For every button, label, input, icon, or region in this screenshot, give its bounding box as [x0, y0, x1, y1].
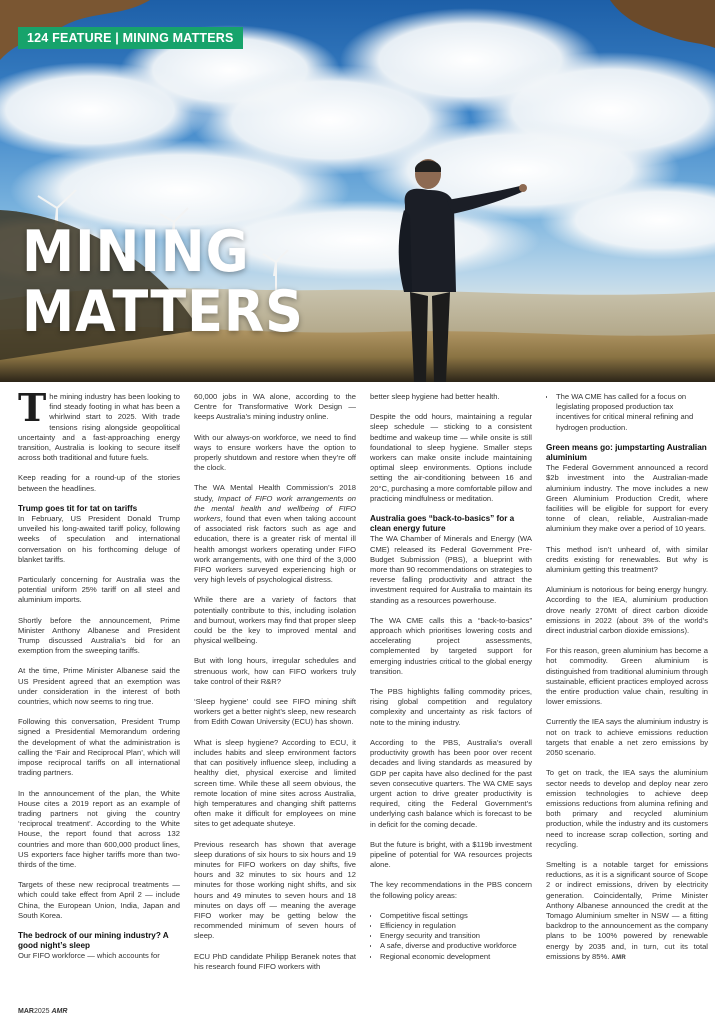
paragraph: In the announcement of the plan, the White House cites a 2019 report as an example of trading partners not giving the country ‘reciprocal treatment’. According to the White House, the report found that across 132 countries and more than 600,000 product lines, US exporters face higher tariffs more than two-thirds of the time.: [18, 788, 180, 869]
section-heading: Trump goes tit for tat on tariffs: [18, 503, 138, 513]
paragraph: The WA Chamber of Minerals and Energy (WA CME) released its Federal Government Pre-Budget Submission (PBS), a blueprint with more than 90 recommendations on strategies to reverse falling productivity and attract the investment required for Australia to maintain its standing as a resources powerhouse.: [370, 534, 532, 605]
bullet-item: • Competitive fiscal settings: [380, 911, 532, 921]
bullet-item: • Regional economic development: [380, 952, 532, 962]
end-mark: AMR: [611, 954, 627, 961]
paragraph: Shortly before the announcement, Prime Minister Anthony Albanese and President Trump discussed Australia’s bid for an exemption from the sweeping tariffs.: [18, 615, 180, 656]
paragraph-text: Smelting is a notable target for emissions reductions, as it is a significant source of Scope 2 or indirect emissions, driven by electricity generation. Coincidentally, Prime Minister Anthony Albanese announced the credit at the Tomago Aluminium smelter in NSW — a fitting backdrop to the announcement as the company plans to be 100% powered by renewable energy by 2035 and, in turn, cut its total emissions by 85%.: [546, 859, 708, 961]
lead-paragraph: [18, 392, 180, 463]
bullet-item: • The WA CME has called for a focus on legislating proposed production tax incentives for critical mineral refining and hydrogen production.: [556, 392, 708, 433]
footer-brand: AMR: [51, 1008, 68, 1015]
paragraph: better sleep hygiene had better health.: [370, 392, 500, 401]
bullet-item: • Energy security and transition: [380, 931, 532, 941]
paragraph: What is sleep hygiene? According to ECU, it includes habits and sleep environment factors that can positively influence sleep, including a healthy diet, physical exercise and limited screen time. While these all seem obvious, the remote location of mine sites across Australia, high temperatures and changing shift patterns often make it difficult for employees on mine sites to get adequate shuteye.: [194, 737, 356, 829]
paragraph: With our always-on workforce, we need to find ways to ensure workers have the option to properly shutdown and restore when they’re off the clock.: [194, 432, 356, 473]
headline-line-1: MINING: [22, 219, 250, 285]
paragraph: [546, 860, 708, 963]
paragraph: Keep reading for a round-up of the stories between the headlines.: [18, 473, 180, 493]
section-tag: 124 FEATURE | MINING MATTERS: [18, 27, 243, 49]
paragraph: At the time, Prime Minister Albanese said the US President agreed that an exemption was under consideration in the interest of both countries, which now seems to ring true.: [18, 666, 180, 707]
paragraph: But the future is bright, with a $119b investment pipeline of potential for WA resources projects alone.: [370, 839, 532, 870]
paragraph: [194, 483, 356, 585]
section-heading: Green means go: jumpstarting Australian aluminium: [546, 442, 707, 463]
section-heading: Australia goes “back-to-basics” for a clean energy future: [370, 514, 515, 534]
paragraph: Previous research has shown that average sleep durations of six hours to six hours and 19 minutes for FIFO workers on day shifts, five hours and 32 minutes to six hours and 12 minutes for those working night shifts, and six hours and 49 minutes to seven hours and 18 minutes on days off — meaning the average FIFO worker may be getting below the recommended minimum of seven hours of sleep.: [194, 839, 356, 941]
paragraph: For this reason, green aluminium has become a hot commodity. Green aluminium is distinguished from traditional aluminium through sustainable, efficient practices employed across the entire production value chain, resulting in lower emissions.: [546, 646, 708, 707]
paragraph: To get on track, the IEA says the aluminium sector needs to develop and deploy near zero emission technologies to achieve deep emissions reductions from alumina refining and both primary and recycled aluminium production, while the industry and its customers need to increase scrap collection, sorting and recycling.: [546, 768, 708, 849]
paragraph: According to the PBS, Australia’s overall productivity growth has been poor over recent decades and living standards as measured by GDP per capita have also declined for the past seven consecutive quarters. The WA CME says urgent action to drive greater productivity is required, citing the Federal Government’s underlying cash balance which is forecast to be in deficit for the coming decade.: [370, 737, 532, 829]
lead-text: he mining industry has been looking to find steady footing in what has been a whirlwind start to 2025. With trade tensions rising alongside geopolitical uncertainty and a fast-approaching energy transition, Australia is looking to secure itself across both traditional and future fuels.: [18, 392, 180, 463]
paragraph: ECU PhD candidate Philipp Beranek notes that his research found FIFO workers with: [194, 951, 356, 971]
paragraph: The key recommendations in the PBS concern the following policy areas:: [370, 880, 532, 900]
paragraph: In February, US President Donald Trump unveiled his long-awaited tariff policy, following weeks of speculation and international conversation on his forthcoming deluge of blanket tariffs.: [18, 514, 180, 564]
article-column-1: [18, 392, 180, 1006]
paragraph: Despite the odd hours, maintaining a regular sleep schedule — sticking to a consistent bedtime and wakeup time — while onsite is still foundational to sleep hygiene. Smaller steps workers can make onsite include maintaining optimal sleep environments. Options include setting the air-conditioning between 16 and 20°C, purchasing a more comfortable pillow and practicing mindfulness or meditation.: [370, 412, 532, 503]
paragraph: Particularly concerning for Australia was the potential uniform 25% tariff on all steel and aluminium imports.: [18, 575, 180, 605]
article-column-2: [194, 392, 356, 1006]
study-title: Impact of FIFO work arrangements on the mental health and wellbeing of FIFO workers: [194, 493, 356, 524]
bullet-list: [546, 392, 708, 433]
bullet-list: [370, 911, 532, 962]
paragraph-text: , found that even when taking account of associated risk factors such as age and education, there is a greater risk of mental ill health amongst workers operating under FIFO work arrangements, with one third of the 3,000 FIFO workers surveyed experiencing high or very high levels of psychological distress.: [194, 514, 356, 585]
paragraph: The Federal Government announced a record $2b investment into the Australian-made aluminium industry. The move includes a new Green Aluminium Production Credit, where facilities will be eligible for support for every tonne of clean, reliable, Australian-made aluminium they make over a period of 10 years.: [546, 463, 708, 534]
section-heading: The bedrock of our mining industry? A good night’s sleep: [18, 930, 169, 951]
article-column-4: [546, 392, 708, 1006]
headline-line-2: MATTERS: [22, 279, 304, 345]
hero-image: [0, 0, 715, 382]
paragraph: 60,000 jobs in WA alone, according to the Centre for Transformative Work Design — keeps Australia’s mining industry online.: [194, 392, 356, 422]
paragraph: Our FIFO workforce — which accounts for: [18, 951, 160, 961]
paragraph: Targets of these new reciprocal treatments — which could take effect from April 2 — include China, the European Union, India, Japan and South Korea.: [18, 880, 180, 920]
paragraph: The PBS highlights falling commodity prices, rising global competition and regulatory complexity and uncertainty as risk factors of note to the mining industry.: [370, 687, 532, 727]
bullet-item: • A safe, diverse and productive workforce: [380, 941, 532, 951]
rock-overhang-right: [610, 0, 715, 48]
footer-year: 2025: [33, 1008, 50, 1015]
article-column-3: [370, 392, 532, 1006]
footer-month: MAR: [18, 1008, 34, 1015]
paragraph: Following this conversation, President Trump signed a Presidential Memorandum ordering the development of what the administration is calling the ‘Fair and Reciprocal Plan’, which will impose reciprocal tariffs on all international trading partners.: [18, 717, 180, 778]
drop-cap: T: [18, 392, 47, 430]
paragraph: This method isn’t unheard of, with similar credits existing for renewables. But why is aluminium getting this treatment?: [546, 544, 708, 575]
paragraph: But with long hours, irregular schedules and strenuous work, how can FIFO workers truly take control of their R&R?: [194, 656, 356, 686]
paragraph: Aluminium is notorious for being energy hungry. According to the IEA, aluminium production drove nearly 270Mt of direct carbon dioxide emissions in 2022 (about 3% of the world’s direct industrial carbon dioxide emissions).: [546, 585, 708, 636]
paragraph-text: The WA Mental Health Commission’s 2018 study,: [194, 483, 356, 503]
paragraph: While there are a variety of factors that potentially contribute to this, including isolation and burnout, workers may find that proper sleep could be the key to improved mental and physical wellbeing.: [194, 595, 356, 646]
page-title: [22, 219, 304, 345]
page-footer: [18, 1008, 67, 1015]
paragraph: ‘Sleep hygiene’ could see FIFO mining shift workers get a better night’s sleep, new research from Edith Cowan University (ECU) has shown.: [194, 697, 356, 727]
article-body: [18, 392, 708, 1006]
paragraph: Currently the IEA says the aluminium industry is not on track to achieve emissions reduction targets that enable a net zero emissions by 2050 scenario.: [546, 717, 708, 758]
paragraph: The WA CME calls this a “back-to-basics” approach which prioritises lowering costs and accelerating project assessments, complemented by targeted support for emerging industries critical to the global energy transition.: [370, 615, 532, 676]
bullet-item: • Efficiency in regulation: [380, 921, 532, 931]
